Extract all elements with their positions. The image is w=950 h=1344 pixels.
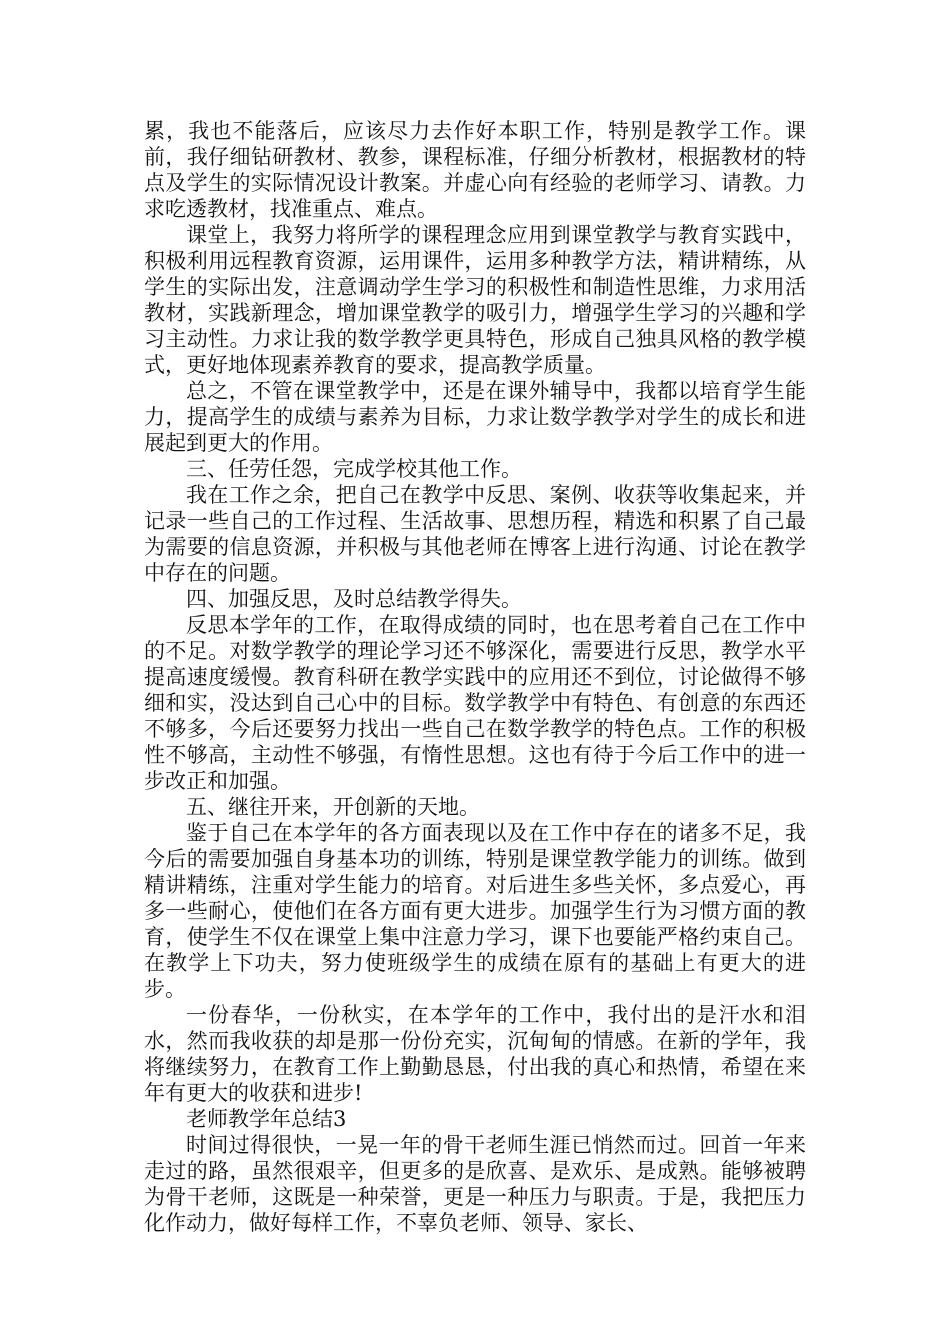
- paragraph: 时间过得很快，一晃一年的骨干老师生涯已悄然而过。回首一年来走过的路，虽然很艰辛，但更多的是欣喜、是欢乐、是成熟。能够被聘为骨干老师，这既是一种荣誉，更是一种压力与职责。于是，我把压力化作动力，做好每样工作，不辜负老师、领导、家长、: [144, 1133, 806, 1235]
- paragraph: 累，我也不能落后，应该尽力去作好本职工作，特别是教学工作。课前，我仔细钻研教材、教参，课程标准，仔细分析教材，根据教材的特点及学生的实际情况设计教案。并虚心向有经验的老师学习、请教。力求吃透教材，找准重点、难点。: [144, 119, 806, 221]
- section-heading: 四、加强反思，及时总结教学得失。: [186, 587, 522, 611]
- section-heading: 三、任劳任怨，完成学校其他工作。: [186, 457, 522, 481]
- paragraph: 我在工作之余，把自己在教学中反思、案例、收获等收集起来，并记录一些自己的工作过程、生活故事、思想历程，精选和积累了自己最为需要的信息资源，并积极与其他老师在博客上进行沟通、讨论在教学中存在的问题。: [144, 483, 806, 585]
- section-heading: 五、继往开来，开创新的天地。: [186, 795, 480, 819]
- paragraph: 鉴于自己在本学年的各方面表现以及在工作中存在的诸多不足，我今后的需要加强自身基本功的训练，特别是课堂教学能力的训练。做到精讲精练，注重对学生能力的培育。对后进生多些关怀，多点爱心，再多一些耐心，使他们在各方面有更大进步。加强学生行为习惯方面的教育，使学生不仅在课堂上集中注意力学习，课下也要能严格约束自己。在教学上下功夫，努力使班级学生的成绩在原有的基础上有更大的进步。: [144, 821, 806, 1001]
- document-body: [144, 118, 806, 1236]
- paragraph: 反思本学年的工作，在取得成绩的同时，也在思考着自己在工作中的不足。对数学教学的理论学习还不够深化，需要进行反思，教学水平提高速度缓慢。教育科研在教学实践中的应用还不到位，讨论做得不够细和实，没达到自己心中的目标。数学教学中有特色、有创意的东西还不够多，今后还要努力找出一些自己在数学教学的特色点。工作的积极性不够高，主动性不够强，有惰性思想。这也有待于今后工作中的进一步改正和加强。: [144, 613, 806, 793]
- paragraph: 总之，不管在课堂教学中，还是在课外辅导中，我都以培育学生能力，提高学生的成绩与素养为目标，力求让数学教学对学生的成长和进展起到更大的作用。: [144, 379, 806, 455]
- document-subtitle: 老师教学年总结3: [186, 1107, 347, 1131]
- paragraph: 一份春华，一份秋实，在本学年的工作中，我付出的是汗水和泪水，然而我收获的却是那一份份充实，沉甸甸的情感。在新的学年，我将继续努力，在教育工作上勤勤恳恳，付出我的真心和热情，希望在来年有更大的收获和进步!: [144, 1003, 806, 1105]
- paragraph: 课堂上，我努力将所学的课程理念应用到课堂教学与教育实践中，积极利用远程教育资源，运用课件，运用多种教学方法，精讲精练，从学生的实际出发，注意调动学生学习的积极性和制造性思维，力求用活教材，实践新理念，增加课堂教学的吸引力，增强学生学习的兴趣和学习主动性。力求让我的数学教学更具特色，形成自己独具风格的教学模式，更好地体现素养教育的要求，提高教学质量。: [144, 223, 806, 377]
